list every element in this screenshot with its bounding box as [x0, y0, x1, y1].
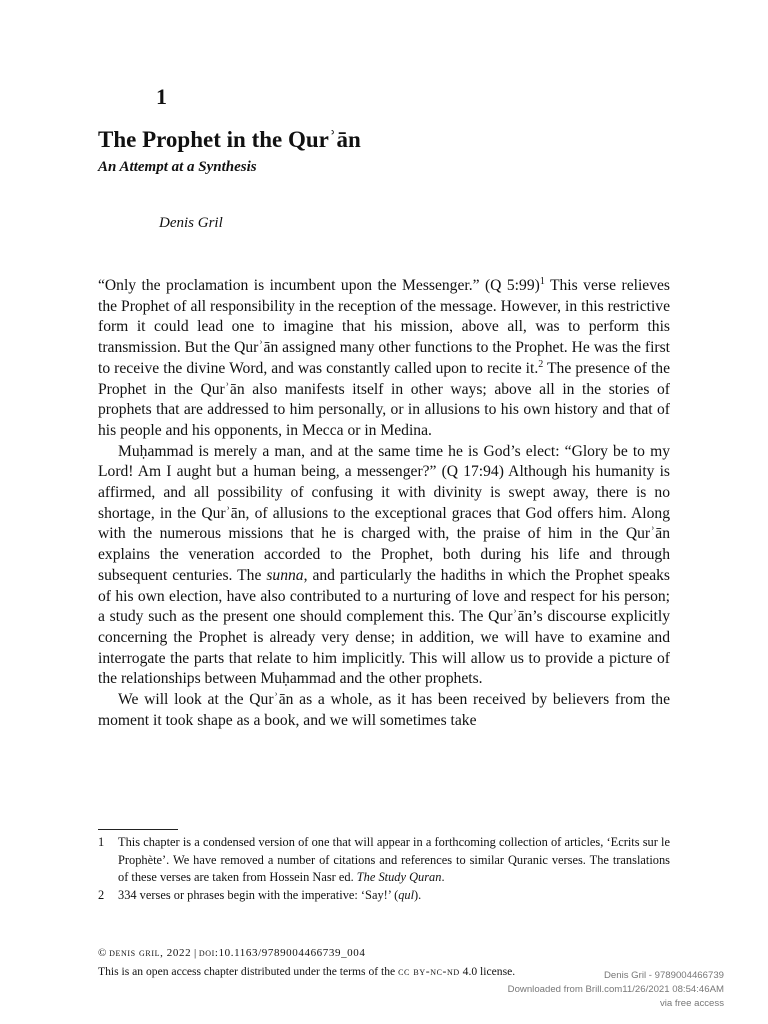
footnote-ref-1[interactable]: 1	[539, 275, 545, 287]
footnote-1-italic: The Study Quran	[356, 870, 442, 884]
paragraph-3: We will look at the Qurʾān as a whole, as it has been received by believers from the moment it took shape as a book, and we will sometimes take	[98, 691, 670, 729]
paragraph-2-text-a: Muḥammad is merely a man, and at the same time he is God’s elect: “Glory be to my Lord! Am I aught but a human being, a messenger?” (Q 17:94) Although his humanity is affirmed, and all possibility of confusing it with divinity is swept away, there is no shortage, in the Qurʾān, of allusions to the exceptional graces that God offers him. Along with the numerous missions that he is charged with, the praise of him in the Qurʾān explains the veneration accorded to the Prophet, both during his life and through subsequent centuries. The	[98, 442, 670, 584]
copyright-separator: |	[193, 947, 197, 959]
footnote-1	[98, 834, 670, 887]
footnote-text	[118, 887, 670, 905]
footnote-1-text-b: .	[441, 870, 445, 884]
body-text	[98, 276, 670, 731]
footnote-ref-2[interactable]: 2	[538, 358, 544, 370]
watermark-line-1: Denis Gril - 9789004466739	[603, 970, 724, 981]
footnotes	[98, 834, 670, 904]
license-text-a: This is an open access chapter distributed under the terms of the	[98, 965, 399, 978]
footnote-2-text-b: ).	[414, 887, 422, 902]
license-name[interactable]: cc by-nc-nd	[398, 965, 460, 978]
download-watermark	[508, 969, 724, 1011]
paragraph-1-text-c: The presence of the Prophet in the Qurʾān also manifests itself in other ways; above all in the stories of prophets that are addressed to him personally, or in allusions to his own history and that of his people and his opponents, in Mecca or in Medina.	[98, 359, 670, 439]
license-text-b: 4.0 license.	[459, 965, 516, 978]
footnote-divider	[98, 829, 178, 830]
footnote-text	[118, 834, 670, 887]
chapter-subtitle: An Attempt at a Synthesis	[98, 159, 257, 175]
paragraph-2-text-b: , and particularly the hadiths in which the Prophet speaks of his own election, have also contributed to a nurturing of love and respect for his person; a study such as the present one should complement this. The Qurʾān’s discourse explicitly concerning the Prophet is already very dense; in addition, we will have to examine and interrogate the parts that relate to him implicitly. This will allow us to provide a picture of the relationships between Muḥammad and the other prophets.	[98, 566, 670, 688]
watermark-line-3: via free access	[660, 998, 724, 1009]
license-line	[98, 965, 515, 978]
footnote-2-text-a: 334 verses or phrases begin with the imperative: ‘Say!’ (	[118, 887, 399, 902]
paragraph-1-text-a: “Only the proclamation is incumbent upon the Messenger.” (Q 5:99)	[98, 277, 540, 294]
footnote-2	[98, 887, 670, 905]
chapter-title: The Prophet in the Qurʾān	[98, 127, 361, 152]
footnote-2-italic: qul	[398, 887, 415, 902]
copyright-symbol: ©	[98, 947, 107, 959]
author-name: Denis Gril	[159, 215, 223, 231]
copyright-line	[98, 947, 365, 959]
paragraph-1	[98, 276, 670, 442]
watermark-line-2: Downloaded from Brill.com11/26/2021 08:54:46AM	[507, 984, 724, 995]
footnote-number: 2	[98, 887, 105, 902]
paragraph-2	[98, 442, 670, 690]
footnote-number: 1	[98, 835, 105, 849]
paragraph-1-text-b: This verse relieves the Prophet of all responsibility in the reception of the message. However, in this restrictive form it could lead one to imagine that his mission, above all, was to perform this transmission. But the Qurʾān assigned many other functions to the Prophet. He was the first to receive the divine Word, and was constantly called upon to recite it.	[98, 277, 670, 377]
doi-link[interactable]: doi:10.1163/9789004466739_004	[198, 947, 366, 959]
chapter-number: 1	[156, 84, 167, 109]
footnote-1-text-a: This chapter is a condensed version of one that will appear in a forthcoming collection of articles, ‘Ecrits sur le Prophète’. We have removed a number of citations and references to similar Quranic verses. The translations of these verses are taken from Hossein Nasr ed.	[118, 835, 670, 884]
copyright-holder: denis gril, 2022	[109, 947, 192, 959]
paragraph-2-italic-term: sunna	[266, 566, 304, 584]
